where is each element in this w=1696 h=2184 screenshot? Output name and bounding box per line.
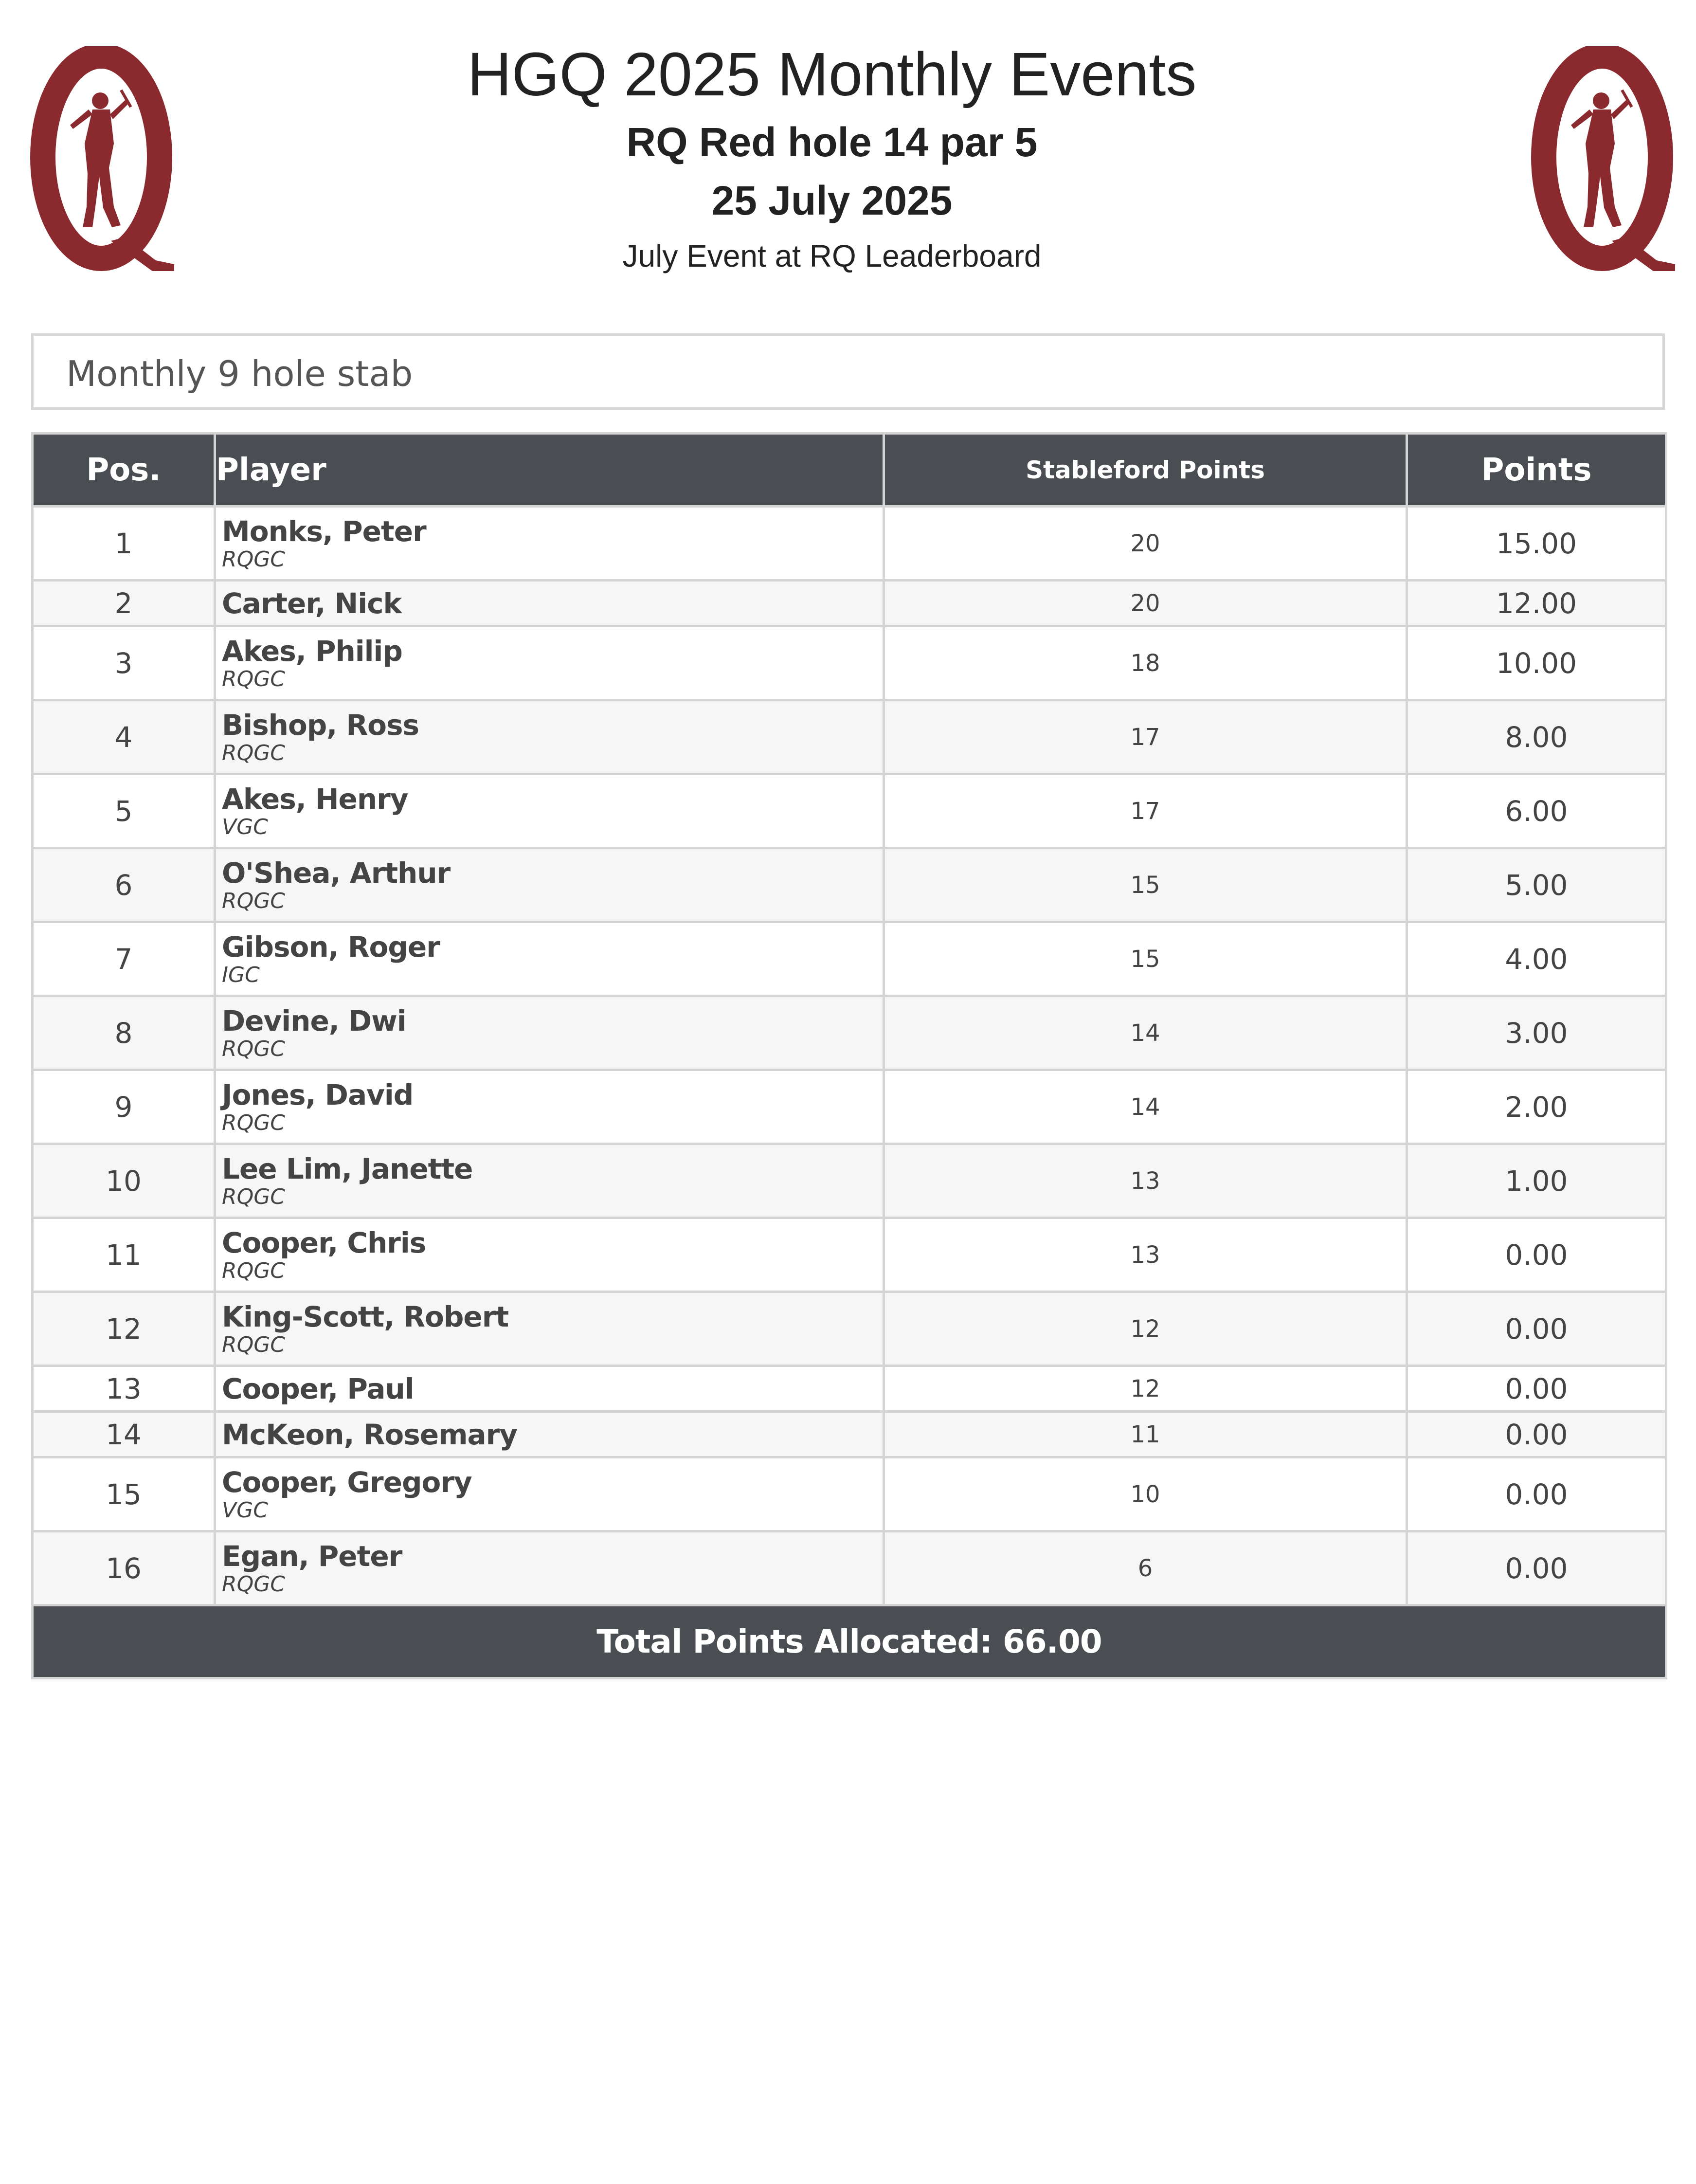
player-cell xyxy=(215,774,884,848)
player-name: McKeon, Rosemary xyxy=(222,1418,518,1451)
player-name: Gibson, Roger xyxy=(222,930,440,964)
position-cell: 12 xyxy=(33,1292,215,1366)
player-club: RQGC xyxy=(222,1184,286,1209)
player-club: RQGC xyxy=(222,666,286,692)
player-club: RQGC xyxy=(222,1110,286,1135)
player-cell xyxy=(215,922,884,996)
table-header-row xyxy=(33,434,1666,507)
points-cell: 10.00 xyxy=(1407,626,1666,700)
table-row xyxy=(33,700,1666,774)
page-title: HGQ 2025 Monthly Events xyxy=(467,40,1197,109)
table-row xyxy=(33,507,1666,581)
player-club: RQGC xyxy=(222,1332,286,1357)
points-cell: 4.00 xyxy=(1407,922,1666,996)
stableford-cell: 6 xyxy=(884,1531,1407,1605)
stableford-cell: 20 xyxy=(884,581,1407,626)
points-cell: 12.00 xyxy=(1407,581,1666,626)
stableford-cell: 20 xyxy=(884,507,1407,581)
golfer-q-logo-icon xyxy=(28,46,174,275)
player-club: RQGC xyxy=(222,1571,286,1597)
player-cell xyxy=(215,1218,884,1292)
table-footer-row xyxy=(33,1605,1666,1678)
leaderboard-table xyxy=(31,432,1667,1679)
points-cell: 0.00 xyxy=(1407,1366,1666,1412)
player-name: O'Shea, Arthur xyxy=(222,856,451,890)
table-row xyxy=(33,774,1666,848)
position-cell: 11 xyxy=(33,1218,215,1292)
points-cell: 0.00 xyxy=(1407,1218,1666,1292)
player-club: RQGC xyxy=(222,888,286,913)
player-cell xyxy=(215,1457,884,1531)
points-cell: 8.00 xyxy=(1407,700,1666,774)
column-header-player: Player xyxy=(215,434,884,507)
competition-panel xyxy=(31,333,1665,410)
stableford-cell: 17 xyxy=(884,700,1407,774)
stableford-cell: 12 xyxy=(884,1366,1407,1412)
player-club: RQGC xyxy=(222,1036,286,1061)
points-cell: 0.00 xyxy=(1407,1292,1666,1366)
player-name: Cooper, Paul xyxy=(222,1372,414,1405)
player-club: RQGC xyxy=(222,1258,286,1283)
player-club: VGC xyxy=(222,814,268,839)
stableford-cell: 12 xyxy=(884,1292,1407,1366)
position-cell: 2 xyxy=(33,581,215,626)
player-cell xyxy=(215,1366,884,1412)
table-row xyxy=(33,848,1666,922)
player-club: RQGC xyxy=(222,740,286,765)
stableford-cell: 11 xyxy=(884,1412,1407,1457)
position-cell: 13 xyxy=(33,1366,215,1412)
leaderboard-caption: July Event at RQ Leaderboard xyxy=(622,238,1042,273)
player-name: Cooper, Gregory xyxy=(222,1465,472,1499)
golfer-q-logo-icon xyxy=(1529,46,1675,275)
player-club: VGC xyxy=(222,1497,268,1523)
player-cell xyxy=(215,1144,884,1218)
player-name: Cooper, Chris xyxy=(222,1226,426,1259)
table-row xyxy=(33,1292,1666,1366)
position-cell: 16 xyxy=(33,1531,215,1605)
player-name: Devine, Dwi xyxy=(222,1004,406,1037)
stableford-cell: 17 xyxy=(884,774,1407,848)
stableford-cell: 14 xyxy=(884,1070,1407,1144)
player-cell xyxy=(215,1070,884,1144)
player-cell xyxy=(215,848,884,922)
table-row xyxy=(33,922,1666,996)
course-subtitle: RQ Red hole 14 par 5 xyxy=(626,119,1038,165)
points-cell: 6.00 xyxy=(1407,774,1666,848)
table-row xyxy=(33,1070,1666,1144)
table-row xyxy=(33,626,1666,700)
stableford-cell: 13 xyxy=(884,1218,1407,1292)
club-logo-right xyxy=(1529,46,1675,275)
player-name: Akes, Henry xyxy=(222,782,408,816)
position-cell: 3 xyxy=(33,626,215,700)
player-name: King-Scott, Robert xyxy=(222,1300,509,1333)
player-name: Akes, Philip xyxy=(222,634,402,668)
table-row xyxy=(33,1144,1666,1218)
points-cell: 0.00 xyxy=(1407,1412,1666,1457)
position-cell: 8 xyxy=(33,996,215,1070)
position-cell: 4 xyxy=(33,700,215,774)
points-cell: 0.00 xyxy=(1407,1457,1666,1531)
table-row xyxy=(33,1412,1666,1457)
points-cell: 3.00 xyxy=(1407,996,1666,1070)
player-cell xyxy=(215,507,884,581)
column-header-points: Points xyxy=(1407,434,1666,507)
player-name: Egan, Peter xyxy=(222,1539,402,1573)
stableford-cell: 14 xyxy=(884,996,1407,1070)
player-name: Lee Lim, Janette xyxy=(222,1152,473,1185)
position-cell: 9 xyxy=(33,1070,215,1144)
stableford-cell: 15 xyxy=(884,922,1407,996)
column-header-pos: Pos. xyxy=(33,434,215,507)
player-cell xyxy=(215,581,884,626)
position-cell: 15 xyxy=(33,1457,215,1531)
player-cell xyxy=(215,626,884,700)
player-club: RQGC xyxy=(222,546,286,572)
player-name: Jones, David xyxy=(222,1078,414,1111)
total-points: Total Points Allocated: 66.00 xyxy=(33,1605,1666,1678)
table-row xyxy=(33,1457,1666,1531)
points-cell: 1.00 xyxy=(1407,1144,1666,1218)
position-cell: 10 xyxy=(33,1144,215,1218)
player-name: Carter, Nick xyxy=(222,586,402,620)
stableford-cell: 10 xyxy=(884,1457,1407,1531)
position-cell: 7 xyxy=(33,922,215,996)
table-row xyxy=(33,1531,1666,1605)
stableford-cell: 18 xyxy=(884,626,1407,700)
points-cell: 15.00 xyxy=(1407,507,1666,581)
table-row xyxy=(33,1366,1666,1412)
table-row xyxy=(33,1218,1666,1292)
stableford-cell: 13 xyxy=(884,1144,1407,1218)
player-name: Monks, Peter xyxy=(222,514,426,548)
stableford-cell: 15 xyxy=(884,848,1407,922)
position-cell: 14 xyxy=(33,1412,215,1457)
club-logo-left xyxy=(28,46,174,275)
player-cell xyxy=(215,996,884,1070)
player-cell xyxy=(215,700,884,774)
position-cell: 5 xyxy=(33,774,215,848)
player-cell xyxy=(215,1412,884,1457)
competition-name: Monthly 9 hole stab xyxy=(66,353,413,394)
points-cell: 2.00 xyxy=(1407,1070,1666,1144)
event-date: 25 July 2025 xyxy=(711,178,953,223)
player-name: Bishop, Ross xyxy=(222,708,419,742)
points-cell: 5.00 xyxy=(1407,848,1666,922)
position-cell: 6 xyxy=(33,848,215,922)
table-row xyxy=(33,996,1666,1070)
player-cell xyxy=(215,1292,884,1366)
player-cell xyxy=(215,1531,884,1605)
player-club: IGC xyxy=(222,962,260,987)
table-row xyxy=(33,581,1666,626)
points-cell: 0.00 xyxy=(1407,1531,1666,1605)
column-header-stableford: Stableford Points xyxy=(884,434,1407,507)
position-cell: 1 xyxy=(33,507,215,581)
